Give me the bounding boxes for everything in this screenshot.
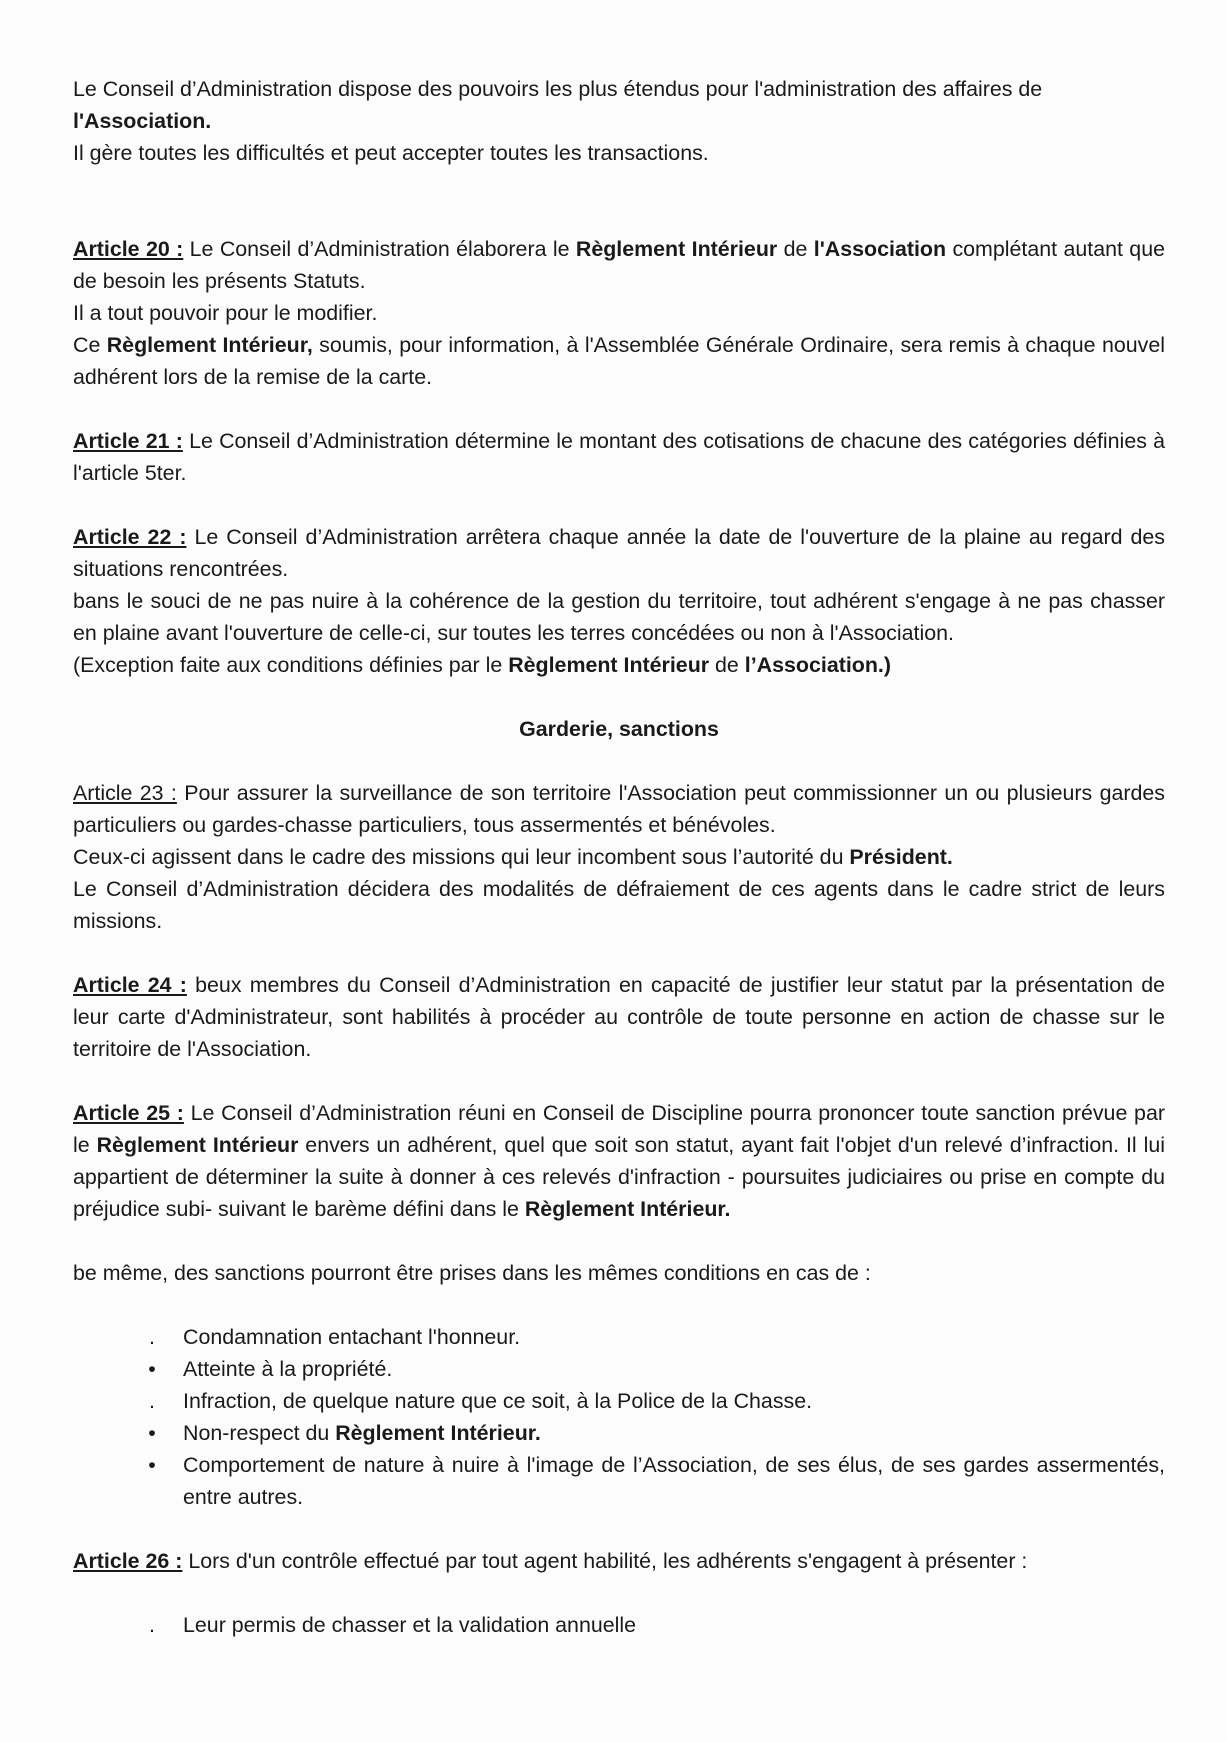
article-21-text: Le Conseil d’Administration détermine le montant des cotisations de chacune des catégories définies à l'article 5ter.	[73, 429, 1165, 485]
article-23-paragraph-3: Le Conseil d’Administration décidera des modalités de défraiement de ces agents dans le cadre strict de leurs missions.	[73, 877, 1165, 933]
section-title: Garderie, sanctions	[519, 717, 719, 741]
article-24-text: beux membres du Conseil d’Administration en capacité de justifier leur statut par la présentation de leur carte d'Administrateur, sont habilités à procéder au contrôle de toute personne en action de chasse sur le territoire de l'Association.	[73, 973, 1165, 1061]
list-marker: .	[149, 1613, 155, 1637]
article-25	[73, 1097, 1165, 1225]
bullet-icon: •	[148, 1357, 156, 1381]
article-21-label: Article 21 :	[73, 429, 183, 453]
article-22-exception-text-2: de	[709, 653, 745, 677]
article-23-paragraph-2	[73, 841, 1165, 873]
article-22-label: Article 22 :	[73, 525, 187, 549]
article-20-bold-reglement: Règlement Intérieur	[575, 237, 778, 261]
article-25-text: Le Conseil d’Administration réuni en Conseil de Discipline pourra prononcer toute sanction prévue par le	[73, 1101, 1165, 1157]
article-25-label: Article 25 :	[73, 1101, 184, 1125]
article-22-paragraph-2: bans le souci de ne pas nuire à la cohérence de la gestion du territoire, tout adhérent s'engage à ne pas chasser en plaine avant l'ouverture de celle-ci, sur toutes les terres concédées ou non à l'Association.	[73, 589, 1165, 645]
list-marker: .	[149, 1389, 155, 1413]
article-25-text-2: envers un adhérent, quel que soit son statut, ayant fait l'objet d'un relevé d’infraction. Il lui appartient de déterminer la suite à donner à ces relevés d'infraction - poursuites judiciaires ou prise en compte du préjudice subi- suivant le barème défini dans le	[73, 1133, 1165, 1221]
article-22-bold-reglement: Règlement Intérieur	[508, 653, 710, 677]
article-20-text-4: Ce	[73, 333, 107, 357]
article-20-text-2: de	[777, 237, 814, 261]
intro-transactions-text: Il gère toutes les difficultés et peut accepter toutes les transactions.	[73, 141, 709, 165]
article-25-bold-reglement-2: Règlement Intérieur.	[524, 1197, 731, 1221]
article-23-label: Article 23 :	[73, 781, 177, 805]
list-item	[148, 1449, 1165, 1513]
list-item	[149, 1385, 1165, 1417]
article-22-paragraph-3	[73, 649, 1165, 681]
intro-text: Le Conseil d’Administration dispose des pouvoirs les plus étendus pour l'administration des affaires de	[73, 77, 1043, 101]
list-item-text: Atteinte à la propriété.	[183, 1357, 393, 1381]
article-22-exception-text: (Exception faite aux conditions définies par le	[73, 653, 509, 677]
article-20-text: Le Conseil d’Administration élaborera le	[183, 237, 576, 261]
intro-bold-association: l'Association.	[73, 109, 212, 133]
article-24	[73, 969, 1165, 1065]
list-marker: .	[149, 1325, 155, 1349]
article-22	[73, 521, 1165, 585]
article-23-text: Pour assurer la surveillance de son territoire l'Association peut commissionner un ou plusieurs gardes particuliers ou gardes-chasse particuliers, tous assermentés et bénévoles.	[73, 781, 1165, 837]
article-26-label: Article 26 :	[73, 1549, 183, 1573]
list-item	[149, 1609, 1165, 1641]
article-21	[73, 425, 1165, 489]
list-item	[149, 1321, 1165, 1353]
list-item	[148, 1353, 1165, 1385]
sanctions-list	[73, 1321, 1165, 1513]
documents-list	[73, 1609, 1165, 1641]
list-item	[148, 1417, 1165, 1449]
article-25-paragraph-2: be même, des sanctions pourront être prises dans les mêmes conditions en cas de :	[73, 1261, 871, 1285]
article-20-text-3: complétant autant que de besoin les présents Statuts.	[73, 237, 1165, 293]
bullet-icon: •	[148, 1421, 156, 1445]
article-23	[73, 777, 1165, 841]
article-20-bold-association: l'Association	[813, 237, 947, 261]
article-20-bold-reglement-2: Règlement Intérieur,	[106, 333, 313, 357]
article-22-bold-association: l’Association.)	[744, 653, 891, 677]
list-item-text: Non-respect du	[183, 1421, 336, 1445]
article-25-bold-reglement: Règlement Intérieur	[96, 1133, 299, 1157]
bullet-icon: •	[148, 1453, 156, 1477]
article-24-label: Article 24 :	[73, 973, 187, 997]
list-item-text: Condamnation entachant l'honneur.	[183, 1325, 521, 1349]
article-23-authority-text: Ceux-ci agissent dans le cadre des missions qui leur incombent sous l’autorité du	[73, 845, 850, 869]
article-26-text: Lors d'un contrôle effectué par tout agent habilité, les adhérents s'engagent à présenter :	[182, 1549, 1028, 1573]
article-20	[73, 233, 1165, 393]
article-20-label: Article 20 :	[73, 237, 184, 261]
list-item-bold-reglement: Règlement Intérieur.	[335, 1421, 541, 1445]
article-20-text-5: soumis, pour information, à l'Assemblée Générale Ordinaire, sera remis à chaque nouvel adhérent lors de la remise de la carte.	[73, 333, 1165, 389]
list-item-text: Comportement de nature à nuire à l'image de l’Association, de ses élus, de ses gardes assermentés, entre autres.	[183, 1453, 1165, 1509]
article-22-text: Le Conseil d’Administration arrêtera chaque année la date de l'ouverture de la plaine au regard des situations rencontrées.	[73, 525, 1165, 581]
list-item-text: Infraction, de quelque nature que ce soit, à la Police de la Chasse.	[183, 1389, 813, 1413]
article-23-bold-president: Président.	[849, 845, 953, 869]
article-26	[73, 1545, 1165, 1577]
list-item-text: Leur permis de chasser et la validation annuelle	[183, 1613, 637, 1637]
article-20-modify-text: Il a tout pouvoir pour le modifier.	[73, 301, 378, 325]
intro-paragraph	[73, 73, 1165, 169]
